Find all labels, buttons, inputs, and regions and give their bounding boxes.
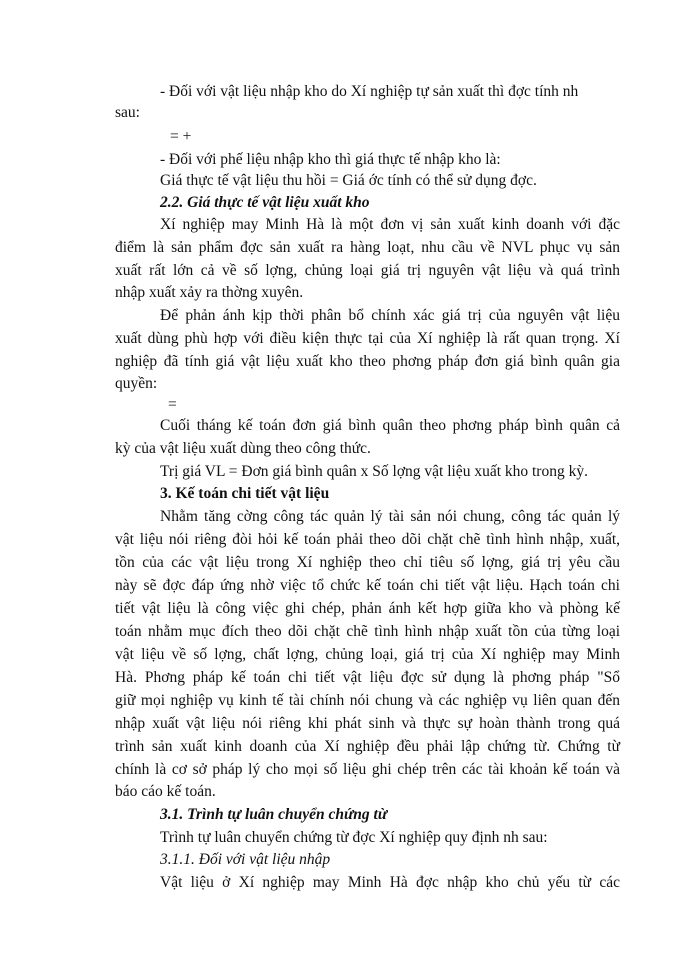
text-line: - Đối với phế liệu nhập kho thì giá thực tế nhập kho là: <box>160 151 501 168</box>
paragraph-line: nhập xuất vật liệu nói riêng khi phát sinh và thực sự hoàn thành trong quá <box>115 715 620 732</box>
paragraph-line: nhập xuất xảy ra thờng xuyên. <box>115 284 304 301</box>
paragraph-line: chính là cơ sở pháp lý cho mọi số liệu ghi chép trên các tài khoản kế toán và <box>115 761 620 778</box>
paragraph-line: toán nhằm mục đích theo dõi chặt chẽ tình hình nhập xuất tồn của từng loại <box>115 623 620 640</box>
paragraph-line: tồn của các vật liệu trong Xí nghiệp theo chỉ tiêu số lợng, giá trị yêu cầu <box>115 554 620 571</box>
paragraph-line: báo cáo kế toán. <box>115 783 216 800</box>
paragraph-line: tiết vật liệu là công việc ghi chép, phản ánh kết hợp giữa kho và phòng kế <box>115 600 620 617</box>
section-heading: 3. Kế toán chi tiết vật liệu <box>160 485 330 502</box>
formula-line: = <box>168 396 177 413</box>
text-line: sau: <box>115 104 140 121</box>
section-heading: 3.1. Trình tự luân chuyển chứng từ <box>160 806 388 823</box>
paragraph-line: Cuối tháng kế toán đơn giá bình quân theo phơng pháp bình quân cả <box>160 417 620 434</box>
paragraph-line: trình sản xuất kinh doanh của Xí nghiệp đều phải lập chứng từ. Chứng từ <box>115 738 620 755</box>
paragraph-line: quyền: <box>115 375 158 392</box>
paragraph-line: Trị giá VL = Đơn giá bình quân x Số lợng vật liệu xuất kho trong kỳ. <box>160 463 588 480</box>
section-heading: 2.2. Giá thực tế vật liệu xuất kho <box>160 194 370 211</box>
paragraph-line: xuất rất lớn cả về số lợng, chủng loại giá trị nguyên vật liệu và quá trình <box>115 262 620 279</box>
paragraph-line: giữ mọi nghiệp vụ kinh tế tài chính nói chung và các nghiệp vụ liên quan đến <box>115 692 620 709</box>
paragraph-line: này sẽ đợc đáp ứng nhờ việc tổ chức kế toán chi tiết vật liệu. Hạch toán chi <box>115 577 620 594</box>
paragraph-line: vật liệu về số lợng, chất lợng, chủng loại, giá trị của Xí nghiệp may Minh <box>115 646 620 663</box>
text-line: - Đối với vật liệu nhập kho do Xí nghiệp tự sản xuất thì đợc tính nh <box>160 83 579 100</box>
paragraph-line: nghiệp đã tính giá vật liệu xuất kho theo phơng pháp đơn giá bình quân gia <box>115 353 620 370</box>
formula-line: = + <box>170 128 192 145</box>
paragraph-line: Nhằm tăng cờng công tác quản lý tài sản nói chung, công tác quản lý <box>160 508 620 525</box>
paragraph-line: Xí nghiệp may Minh Hà là một đơn vị sản xuất kinh doanh với đặc <box>160 216 620 233</box>
paragraph-line: điểm là sản phẩm đợc sản xuất ra hàng loạt, nhu cầu về NVL phục vụ sản <box>115 239 620 256</box>
paragraph-line: Hà. Phơng pháp kế toán chi tiết vật liệu đợc sử dụng là phơng pháp "Sổ <box>115 669 620 686</box>
paragraph-line: Vật liệu ở Xí nghiệp may Minh Hà đợc nhập kho chủ yếu từ các <box>160 874 620 891</box>
paragraph-line: xuất dùng phù hợp với điều kiện thực tại của Xí nghiệp là rất quan trọng. Xí <box>115 330 620 347</box>
paragraph-line: kỳ của vật liệu xuất dùng theo công thức. <box>115 440 371 457</box>
paragraph-line: Trình tự luân chuyển chứng từ đợc Xí nghiệp quy định nh sau: <box>160 829 548 846</box>
paragraph-line: vật liệu nói riêng đòi hỏi kế toán phải theo dõi chặt chẽ tình hình nhập, xuất, <box>115 531 620 548</box>
section-heading: 3.1.1. Đối với vật liệu nhập <box>160 851 331 868</box>
paragraph-line: Để phản ánh kịp thời phân bổ chính xác giá trị của nguyên vật liệu <box>160 307 620 324</box>
text-line: Giá thực tế vật liệu thu hồi = Giá ớc tính có thể sử dụng đợc. <box>160 172 537 189</box>
